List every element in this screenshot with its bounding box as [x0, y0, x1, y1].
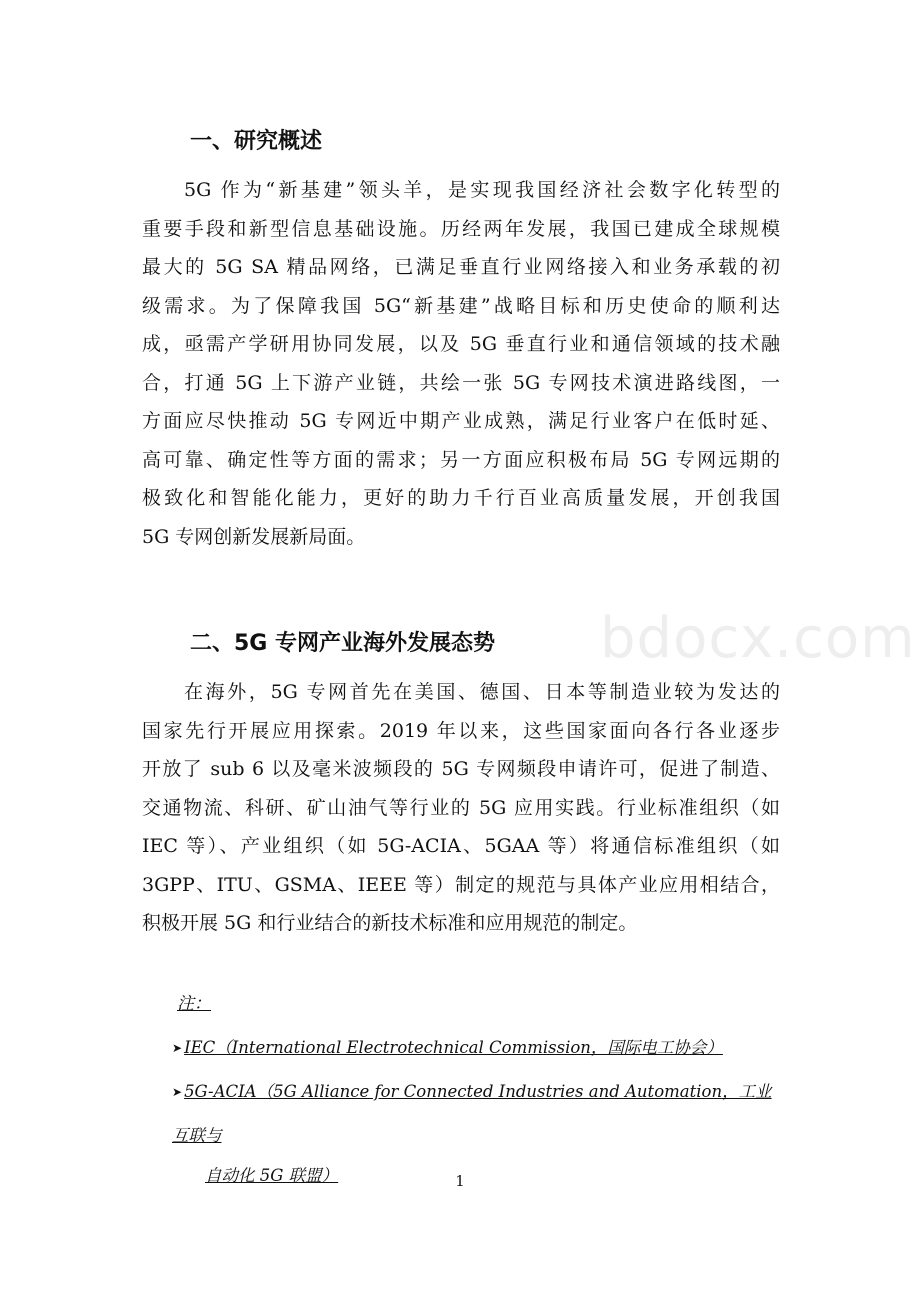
- overview-paragraph: [142, 171, 780, 556]
- paragraph-line: 成，亟需产学研用协同发展，以及 5G 垂直行业和通信领域的技术融: [142, 333, 780, 355]
- paragraph-line: 5G 作为“新基建”领头羊，是实现我国经济社会数字化转型的: [184, 179, 780, 201]
- overseas-paragraph: [142, 673, 780, 943]
- paragraph-line: 在海外，5G 专网首先在美国、德国、日本等制造业较为发达的: [184, 681, 780, 703]
- paragraph-line: 开放了 sub 6 以及毫米波频段的 5G 专网频段申请许可，促进了制造、: [142, 758, 780, 780]
- paragraph-line: 方面应尽快推动 5G 专网近中期产业成熟，满足行业客户在低时延、: [142, 410, 780, 432]
- paragraph-line: 高可靠、确定性等方面的需求；另一方面应积极布局 5G 专网远期的: [142, 448, 780, 471]
- paragraph-line: 国家先行开展应用探索。2019 年以来，这些国家面向各行各业逐步: [142, 719, 780, 742]
- paragraph-line: 最大的 5G SA 精品网络，已满足垂直行业网络接入和业务承载的初: [142, 256, 780, 278]
- notes-label: 注：: [177, 994, 211, 1014]
- section-heading-overseas: 二、5G 专网产业海外发展态势: [190, 631, 496, 656]
- paragraph-line: 3GPP、ITU、GSMA、IEEE 等）制定的规范与具体产业应用相结合，: [142, 873, 780, 896]
- arrow-bullet-icon: ➤: [172, 1085, 183, 1099]
- paragraph-line: IEC 等）、产业组织（如 5G-ACIA、5GAA 等）将通信标准组织（如: [142, 835, 780, 857]
- watermark: bdocx.com: [600, 606, 916, 671]
- paragraph-line: 积极开展 5G 和行业结合的新技术标准和应用规范的制定。: [142, 912, 638, 934]
- note-continuation: 自动化 5G 联盟）: [205, 1166, 339, 1185]
- note-text: IEC（International Electrotechnical Commission，国际电工协会）: [184, 1038, 723, 1057]
- paragraph-line: 5G 专网创新发展新局面。: [142, 525, 366, 548]
- page-number: 1: [455, 1172, 465, 1190]
- paragraph-line: 交通物流、科研、矿山油气等行业的 5G 应用实践。行业标准组织（如: [142, 796, 780, 819]
- paragraph-line: 重要手段和新型信息基础设施。历经两年发展，我国已建成全球规模: [142, 217, 780, 240]
- arrow-bullet-icon: ➤: [172, 1041, 183, 1055]
- note-item: [172, 1026, 784, 1070]
- paragraph-line: 合，打通 5G 上下游产业链，共绘一张 5G 专网技术演进路线图，一: [142, 371, 780, 394]
- paragraph-line: 极致化和智能化能力，更好的助力千行百业高质量发展，开创我国: [142, 487, 780, 509]
- paragraph-line: 级需求。为了保障我国 5G“新基建”战略目标和历史使命的顺利达: [142, 294, 780, 317]
- section-heading-overview: 一、研究概述: [190, 129, 323, 154]
- note-text: 5G-ACIA（5G Alliance for Connected Industries and Automation，工业互联与: [172, 1082, 772, 1145]
